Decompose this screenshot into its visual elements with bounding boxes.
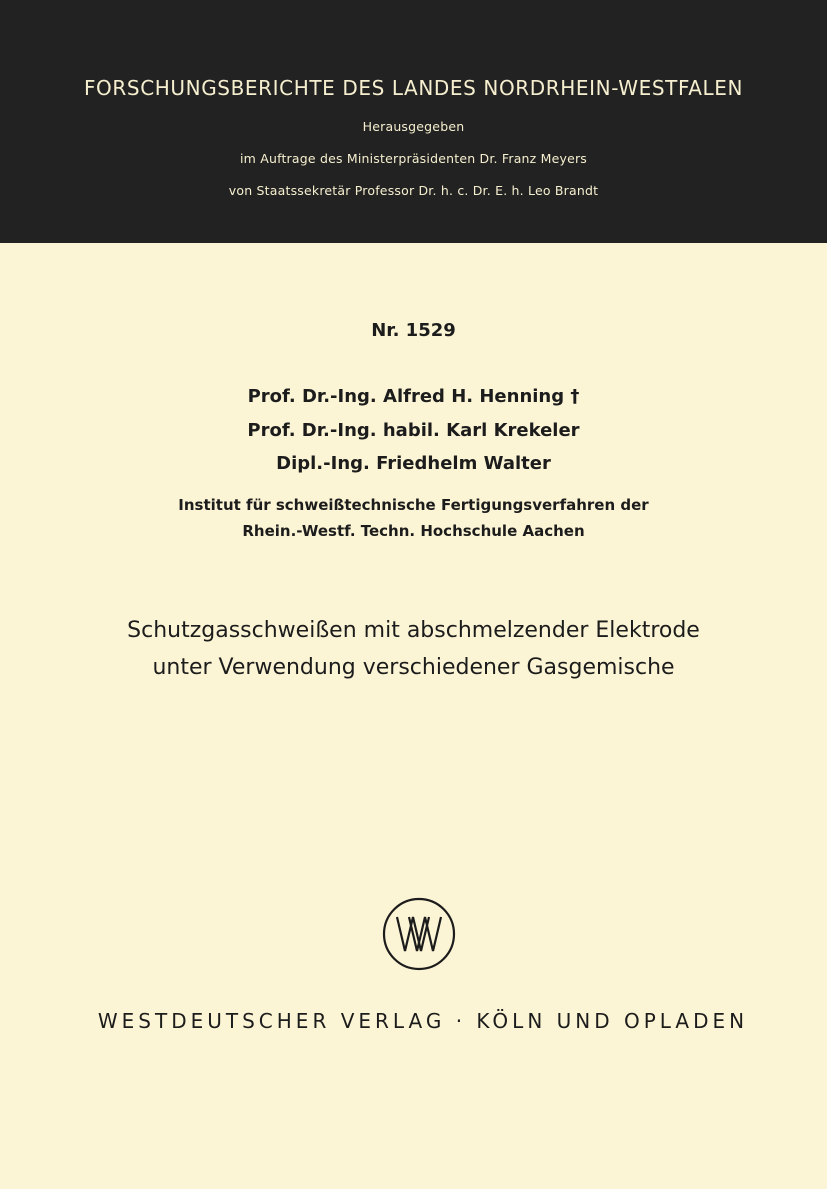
report-number: Nr. 1529 <box>371 320 456 341</box>
institute-line: Institut für schweißtechnische Fertigungsverfahren der <box>178 496 649 514</box>
ww-circle-logo-icon <box>382 897 456 971</box>
editor-line: von Staatssekretär Professor Dr. h. c. Dr. E. h. Leo Brandt <box>228 183 599 198</box>
report-title-line: unter Verwendung verschiedener Gasgemische <box>152 655 675 680</box>
editor-line: im Auftrage des Ministerpräsidenten Dr. Franz Meyers <box>239 151 588 166</box>
author-name: Prof. Dr.-Ing. Alfred H. Henning † <box>247 386 580 407</box>
institute-line: Rhein.-Westf. Techn. Hochschule Aachen <box>242 522 585 540</box>
editor-line: Herausgegeben <box>362 119 465 134</box>
author-name: Dipl.-Ing. Friedhelm Walter <box>276 453 551 474</box>
series-header-band <box>0 0 827 243</box>
report-title-line: Schutzgasschweißen mit abschmelzender Elektrode <box>127 618 700 643</box>
series-title: FORSCHUNGSBERICHTE DES LANDES NORDRHEIN-WESTFALEN <box>83 76 744 100</box>
author-name: Prof. Dr.-Ing. habil. Karl Krekeler <box>247 420 580 441</box>
publisher-imprint: WESTDEUTSCHER VERLAG · KÖLN UND OPLADEN <box>97 1009 749 1033</box>
